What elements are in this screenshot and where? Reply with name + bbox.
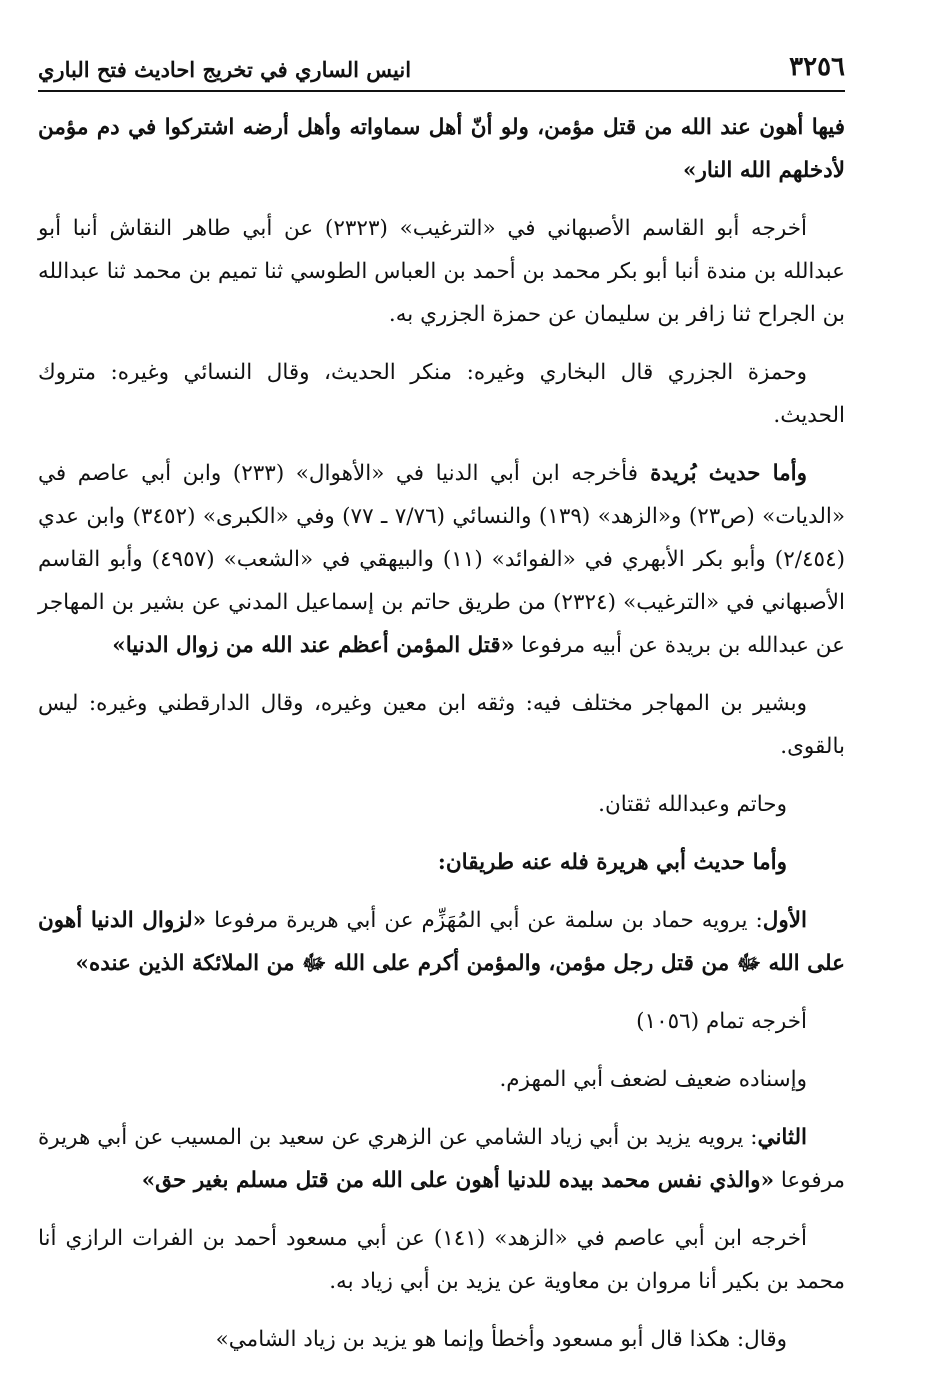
text-run: وإسناده ضعيف لضعف أبي المهزم.	[499, 1067, 807, 1092]
text-run: : يرويه حماد بن سلمة عن أبي المُهَزِّم عن أبي هريرة مرفوعا	[206, 908, 763, 933]
paragraph	[38, 899, 845, 985]
paragraph	[38, 841, 845, 884]
bold-text-run: الأول	[762, 908, 807, 933]
bold-text-run: «والذي نفس محمد بيده للدنيا أهون على الله من قتل مسلم بغير حق»	[141, 1168, 775, 1193]
paragraph	[38, 682, 845, 768]
bold-text-run: الثاني	[757, 1125, 807, 1150]
paragraph	[38, 1116, 845, 1202]
paragraph	[38, 351, 845, 437]
text-run: أخرجه ابن أبي عاصم في «الزهد» (١٤١) عن أبي مسعود أحمد بن الفرات الرازي أنا محمد بن بكير أنا مروان بن معاوية عن يزيد بن أبي زياد به.	[38, 1226, 845, 1294]
text-run: : يرويه يزيد بن أبي زياد الشامي عن الزهري عن سعيد بن المسيب عن أبي هريرة مرفوعا	[38, 1125, 845, 1193]
paragraph	[38, 106, 845, 192]
page-number: ٣٢٥٦	[789, 52, 845, 82]
book-title: انيس الساري في تخريج احاديث فتح الباري	[38, 57, 412, 82]
paragraph	[38, 1217, 845, 1303]
paragraph	[38, 452, 845, 667]
text-run: أخرجه تمام (١٠٥٦)	[636, 1009, 807, 1034]
text-run: وقال: هكذا قال أبو مسعود وأخطأ وإنما هو يزيد بن زياد الشامي»	[215, 1327, 787, 1352]
header-divider	[38, 90, 845, 92]
text-run: وبشير بن المهاجر مختلف فيه: وثقه ابن معين وغيره، وقال الدارقطني وغيره: ليس بالقوى.	[38, 691, 845, 759]
body-text	[38, 106, 845, 1361]
bold-text-run: وأما حديث أبي هريرة فله عنه طريقان:	[437, 850, 787, 875]
running-header	[38, 40, 845, 82]
bold-text-run: «قتل المؤمن أعظم عند الله من زوال الدنيا»	[112, 633, 515, 658]
paragraph	[38, 1058, 845, 1101]
paragraph	[38, 783, 845, 826]
paragraph	[38, 1318, 845, 1361]
text-run: وحاتم وعبدالله ثقتان.	[598, 792, 787, 817]
paragraph	[38, 1000, 845, 1043]
text-run: فأخرجه ابن أبي الدنيا في «الأهوال» (٢٣٣) وابن أبي عاصم في «الديات» (ص٢٣) و«الزهد» (١٣٩) والنسائي (٧/٧٦ ـ ٧٧) وفي «الكبرى» (٣٤٥٢) وابن عدي (٢/٤٥٤) وأبو بكر الأبهري في «الفوائد» (١١) والبيهقي في «الشعب» (٤٩٥٧) وأبو القاسم الأصبهاني في «الترغيب» (٢٣٢٤) من طريق حاتم بن إسماعيل المدني عن بشير بن المهاجر عن عبدالله بن بريدة عن أبيه مرفوعا	[38, 461, 846, 658]
text-run: وحمزة الجزري قال البخاري وغيره: منكر الحديث، وقال النسائي وغيره: متروك الحديث.	[38, 360, 845, 428]
bold-text-run: فيها أهون عند الله من قتل مؤمن، ولو أنّ أهل سماواته وأهل أرضه اشتركوا في دم مؤمن لأدخلهم الله النار»	[38, 115, 845, 183]
bold-text-run: «لزوال الدنيا أهون على الله ﷻ من قتل رجل مؤمن، والمؤمن أكرم على الله ﷻ من الملائكة الذين عنده»	[38, 908, 845, 976]
paragraph	[38, 207, 845, 336]
text-run: أخرجه أبو القاسم الأصبهاني في «الترغيب» (٢٣٢٣) عن أبي طاهر النقاش أنبا أبو عبدالله بن مندة أنبا أبو بكر محمد بن أحمد بن العباس الطوسي ثنا تميم بن محمد ثنا عبدالله بن الجراح ثنا زافر بن سليمان عن حمزة الجزري به.	[38, 216, 845, 327]
bold-text-run: وأما حديث بُريدة	[638, 461, 807, 486]
